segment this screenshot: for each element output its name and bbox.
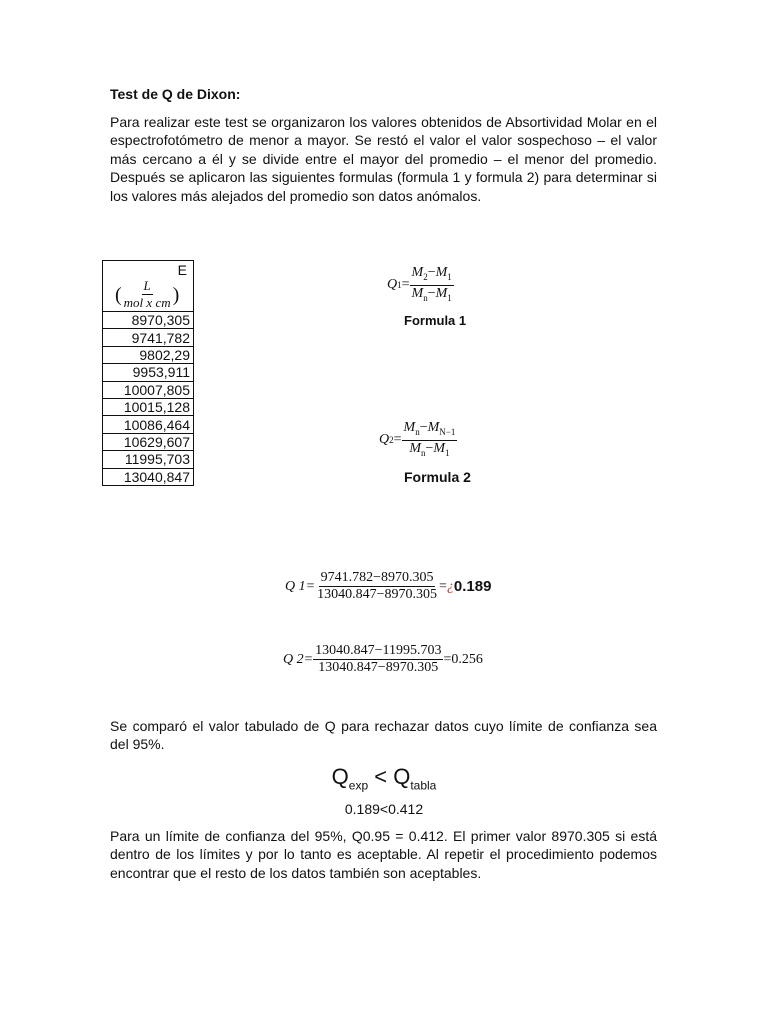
- formula-2: Q 2 = $\frac{M_n-M_{N-1}}{M_n-M_1}$: [379, 420, 456, 458]
- calculation-2: Q 2= $\frac{13040.847-11995.703}{13040.847-8970.305}$ = 0.256: [283, 643, 483, 675]
- calc-2-result: 0.256: [451, 651, 483, 667]
- table-cell: 10015,128: [103, 398, 194, 415]
- calc-2-denominator: 13040.847−8970.305: [318, 660, 439, 675]
- table-header: [103, 261, 194, 312]
- table-cell: 10086,464: [103, 416, 194, 433]
- table-cell: 11995,703: [103, 451, 194, 468]
- calc-2-numerator: 13040.847−11995.703: [315, 643, 442, 658]
- formula-2-label: Formula 2: [404, 469, 471, 485]
- header-unit: ( $\frac{L}{\text{mol x cm}}$ ): [115, 278, 180, 310]
- formula-1: Q 1 = $\frac{M_2-M_1}{M_n-M_1}$: [387, 265, 452, 303]
- calc-1-glyph: ¿: [446, 578, 454, 594]
- q-inequality: $Q_{exp} < Q_{tabla}$: [331, 764, 437, 793]
- table-cell: 10629,607: [103, 433, 194, 450]
- header-symbol: E: [177, 262, 187, 278]
- unit-numerator: L: [143, 278, 151, 293]
- table-cell: 10007,805: [103, 381, 194, 398]
- calc-1-denominator: 13040.847−8970.305: [317, 587, 437, 602]
- conclusion-paragraph: Para un límite de confianza del 95%, Q0.95 = 0.412. El primer valor 8970.305 si está dentro de los límites y por lo tanto es aceptable. Al repetir el procedimiento podemos encontrar que el resto de los datos también son aceptables.: [110, 828, 657, 881]
- unit-denominator: mol x cm: [123, 295, 171, 310]
- table-cell: 13040,847: [103, 468, 194, 485]
- calc-1-numerator: 9741.782−8970.305: [320, 570, 434, 585]
- comparison-paragraph: Se comparó el valor tabulado de Q para rechazar datos cuyo límite de confianza sea del 95%.: [110, 718, 657, 753]
- formula-1-label: Formula 1: [404, 313, 467, 328]
- section-heading: Test de Q de Dixon:: [110, 86, 241, 102]
- q-inequality-values: 0.189<0.412: [344, 801, 424, 817]
- absorptivity-table: [102, 260, 194, 486]
- table-cell: 9741,782: [103, 329, 194, 346]
- calc-1-result: 0.189: [453, 578, 492, 595]
- intro-paragraph: Para realizar este test se organizaron los valores obtenidos de Absortividad Molar en el espectrofotómetro de menor a mayor. Se restó el valor el valor sospechoso – el valor más cercano a él y se divide entre el mayor del promedio – el menor del promedio. Después se aplicaron las siguientes formulas (formula 1 y formula 2) para determinar si los valores más alejados del promedio son datos anómalos.: [110, 114, 657, 204]
- table-cell: 9953,911: [103, 364, 194, 381]
- table-cell: 8970,305: [103, 312, 194, 329]
- calculation-1: Q 1= $\frac{9741.782-8970.305}{13040.847-8970.305}$ = ¿ 0.189: [285, 570, 492, 602]
- table-cell: 9802,29: [103, 346, 194, 363]
